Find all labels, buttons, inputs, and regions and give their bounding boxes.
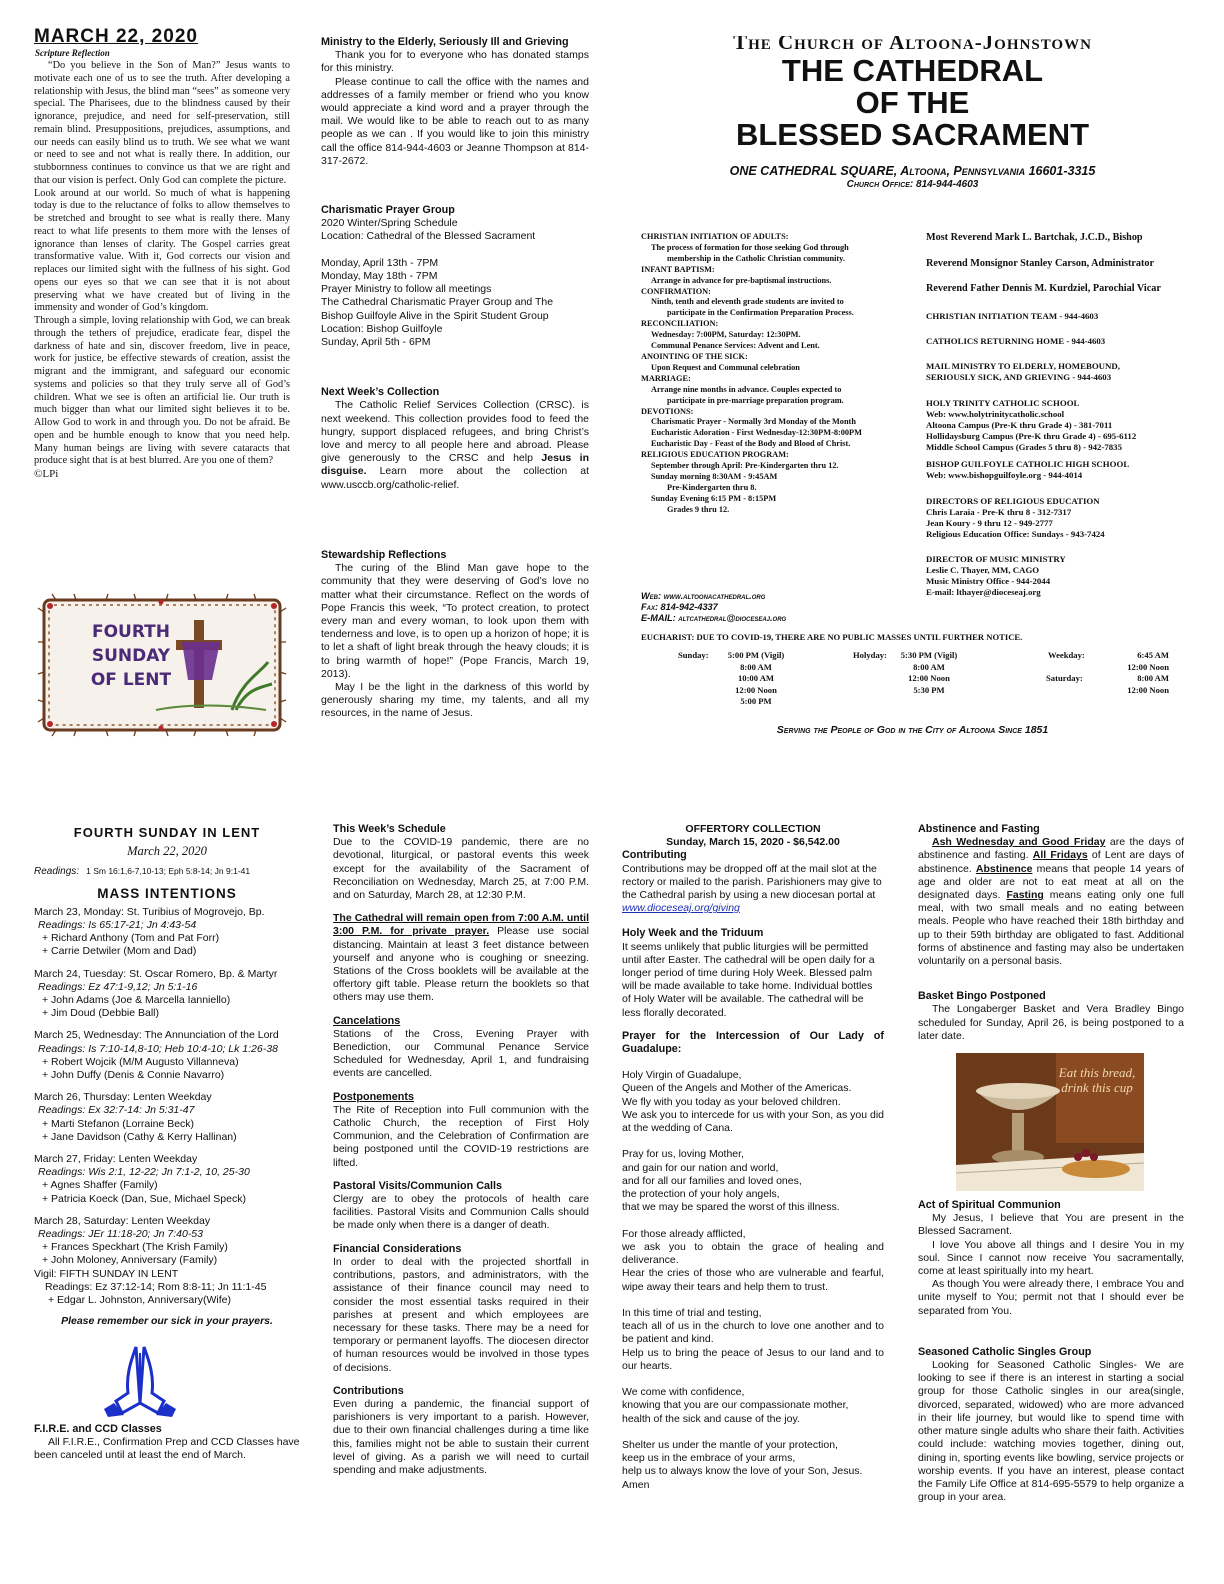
- intention-name: + John Adams (Joe & Marcella Ianniello): [42, 994, 231, 1007]
- abstinence-text: Ash Wednesday and Good Friday are the days of abstinence and fasting. All Fridays of Lent are days of abstinence. Abstinence means that people 14 years of age and older are not to eat meat at all on the designated days. Fasting means eating only one full meal, with two small meals and no eating between meals. People who have reached their 18th birthday and up to their 59th birthday are obligated to fast. Additional forms of abstinence and fasting may also be undertaken voluntarily on a personal basis.: [918, 836, 1184, 968]
- holyday-label: Holyday:: [853, 650, 887, 660]
- mass-intentions-column: [34, 826, 300, 1538]
- intention-name: + Carrie Detwiler (Mom and Dad): [42, 945, 197, 958]
- intention-readings: Readings: Wis 2:1, 12-22; Jn 7:1-2, 10, 25-30: [38, 1166, 250, 1179]
- financial-title: Financial Considerations: [333, 1242, 462, 1255]
- sunday-label: Sunday:: [678, 650, 709, 660]
- spiritual-communion-title: Act of Spiritual Communion: [918, 1199, 1061, 1212]
- intention-day-title: March 25, Wednesday: The Annunciation of the Lord: [34, 1029, 279, 1042]
- ministry-title: Ministry to the Elderly, Seriously Ill and Grieving: [321, 36, 569, 48]
- serving-tagline: Serving the People of God in the City of Altoona Since 1851: [776, 724, 1049, 736]
- initiation-team: CHRISTIAN INITIATION TEAM - 944-4603: [926, 310, 1099, 321]
- stewardship-text-1: The curing of the Blind Man gave hope to the community that they were deserving of God’s love no matter what their circumstance. Reflect on the words of Pope Francis this week, “To protect creation, to protect every man and every woman, to look upon them with tenderness and love, is to open up a horizon of hope; it is to let a shaft of light break through the heavy clouds; it is to bring warmth of hope!” (Pope Francis, March 19, 2013).: [321, 562, 589, 680]
- weekday-times: 6:45 AM 12:00 Noon: [1127, 650, 1169, 672]
- mass-intention-day: [34, 1215, 300, 1268]
- intention-day-title: March 24, Tuesday: St. Oscar Romero, Bp. & Martyr: [34, 967, 278, 980]
- staff-vicar: Reverend Father Dennis M. Kurdziel, Parochial Vicar: [926, 283, 1161, 294]
- cancelations-title: Cancelations: [333, 1014, 401, 1027]
- fire-text: All F.I.R.E., Confirmation Prep and CCD Classes have been canceled until at least the end of March.: [34, 1435, 300, 1461]
- sunday-date: March 22, 2020: [127, 844, 207, 859]
- church-name: The Church of Altoona-Johnstown: [733, 36, 1092, 54]
- sunday-times: 5:00 PM (Vigil) 8:00 AM 10:00 AM 12:00 Noon 5:00 PM: [727, 650, 785, 706]
- contact-web: [641, 591, 921, 627]
- contributing-text: Contributions may be dropped off at the mail slot at the rectory or mailed to the parish. Parishioners may give to the Cathedral parish by using a new diocesan portal at www.dioceseaj.org/giving: [622, 862, 882, 915]
- pastoral-visits-text: Clergy are to obey the protocols of health care facilities. Pastoral Visits and Communion Calls should be made only when there is a danger of death.: [333, 1193, 589, 1232]
- offertory-amount: Sunday, March 15, 2020 - $6,542.00: [666, 836, 840, 849]
- reflection-column: [34, 26, 290, 586]
- sacrament-heading: ANOINTING OF THE SICK:: [641, 351, 748, 361]
- charismatic-schedule: 2020 Winter/Spring Schedule Location: Cathedral of the Blessed Sacrament Monday, April 13th - 7PM Monday, May 18th - 7PM Prayer Ministry to follow all meetings The Cathedral Charismatic Prayer Group and The Bishop Guilfoyle Alive in the Spirit Student Group Location: Bishop Guilfoyle Sunday, April 5th - 6PM: [321, 217, 554, 349]
- intention-name: + Richard Anthony (Tom and Pat Forr): [42, 932, 220, 945]
- intention-day-title: March 28, Saturday: Lenten Weekday: [34, 1214, 211, 1227]
- church-office-phone: Church Office: 814-944-4603: [846, 179, 979, 191]
- mail-ministry: MAIL MINISTRY TO ELDERLY, HOMEBOUND, SERIOUSLY SICK, AND GRIEVING - 944-4603: [926, 360, 1120, 382]
- praying-hands-icon: [100, 1343, 180, 1419]
- mass-intentions-title: MASS INTENTIONS: [97, 885, 237, 901]
- sacrament-detail: Upon Request and Communal celebration: [651, 362, 800, 372]
- charismatic-title: Charismatic Prayer Group: [321, 204, 455, 217]
- cancelations-text: Stations of the Cross, Evening Prayer with Benediction, our Communal Penance Service Scheduled for Wednesday, April 1, and fundraising events are cancelled.: [333, 1027, 589, 1080]
- sacrament-heading: CONFIRMATION:: [641, 286, 711, 296]
- saturday-times: 8:00 AM 12:00 Noon: [1127, 673, 1169, 695]
- intention-name: + John Duffy (Denis & Connie Navarro): [42, 1069, 225, 1082]
- giving-link[interactable]: www.dioceseaj.org/giving: [622, 902, 740, 915]
- mass-intention-day: [34, 1029, 300, 1082]
- fourth-sunday-of-lent-image: [36, 592, 288, 738]
- sacrament-detail: Arrange nine months in advance. Couples expected to: [651, 384, 842, 394]
- sacrament-detail: Wednesday: 7:00PM, Saturday: 12:30PM.: [651, 330, 801, 340]
- intention-readings: Readings: Is 65:17-21; Jn 4:43-54: [38, 919, 197, 932]
- offertory-title: OFFERTORY COLLECTION: [685, 823, 821, 835]
- fax-number: Fax: 814-942-4337: [641, 602, 718, 612]
- mass-intention-day: [34, 968, 300, 1021]
- intention-readings: Readings: JEr 11:18-20; Jn 7:40-53: [38, 1228, 203, 1241]
- vigil: Vigil: FIFTH SUNDAY IN LENT Readings: Ez 37:12-14; Rom 8:8-11; Jn 11:1-45 + Edgar L. Johnston, Anniversary(Wife): [34, 1267, 267, 1307]
- copyright: ©LPi: [34, 468, 59, 480]
- sacrament-detail: participate in the Confirmation Preparation Process.: [667, 308, 854, 318]
- scripture-reflection-label: Scripture Reflection: [35, 48, 110, 58]
- intention-name: + Frances Speckhart (The Krish Family): [42, 1241, 228, 1254]
- sacrament-detail: Eucharistic Day - Feast of the Body and Blood of Christ.: [651, 439, 851, 449]
- staff-bishop: Most Reverend Mark L. Bartchak, J.C.D., Bishop: [926, 232, 1143, 243]
- intention-day-title: March 27, Friday: Lenten Weekday: [34, 1153, 198, 1166]
- contributions-title: Contributions: [333, 1384, 404, 1397]
- sacrament-detail: The process of formation for those seeking God through: [651, 242, 849, 252]
- abstinence-column: [918, 823, 1184, 1563]
- intention-name: + Jane Davidson (Cathy & Kerry Hallinan): [42, 1130, 237, 1143]
- sacrament-detail: Charismatic Prayer - Normally 3rd Monday of the Month: [651, 417, 856, 427]
- next-week-collection-text: The Catholic Relief Services Collection (CRSC). is next weekend. This collection provides food to feed the hungry, support displaced refugees, and bring Christ’s love and mercy to all people here and abroad. Please give generously to the CRSC and help Jesus in disguise. Learn more about the collection at www.usccb.org/catholic-relief.: [321, 399, 589, 491]
- abstinence-title: Abstinence and Fasting: [918, 823, 1040, 835]
- intention-name: + Agnes Shaffer (Family): [42, 1179, 158, 1192]
- lent-image-text: FOURTH SUNDAY OF LENT: [90, 622, 172, 690]
- cathedral-open-notice: The Cathedral will remain open from 7:00 A.M. until 3:00 P.M. for private prayer. Please use social distancing. Maintain at least 3 feet distance between yourself and anyone who is coughing or sneezing. Stations of the Cross booklets will be available at the offertory gift table. Please return the booklets so that others may use them.: [333, 912, 589, 1004]
- sunday-readings: Readings: 1 Sm 16:1,6-7,10-13; Eph 5:8-14; Jn 9:1-41: [34, 866, 251, 878]
- staff-administrator: Reverend Monsignor Stanley Carson, Administrator: [926, 257, 1154, 269]
- web-link[interactable]: Web: www.altoonacathedral.org: [641, 591, 766, 601]
- saturday-label: Saturday:: [1046, 673, 1083, 683]
- fire-title: F.I.R.E. and CCD Classes: [34, 1422, 162, 1435]
- intention-name: + Marti Stefanon (Lorraine Beck): [42, 1117, 195, 1130]
- sunday-title: FOURTH SUNDAY IN LENT: [73, 826, 261, 840]
- sacrament-heading: DEVOTIONS:: [641, 406, 694, 416]
- cathedral-name: THE CATHEDRAL OF THE BLESSED SACRAMENT: [735, 53, 1090, 153]
- contributing-title: Contributing: [622, 849, 687, 862]
- basket-bingo-title: Basket Bingo Postponed: [918, 990, 1046, 1003]
- ministry-text-1: Thank you for to everyone who has donated stamps for this ministry.: [321, 49, 589, 75]
- schedule-column: [333, 823, 589, 1558]
- sacrament-detail: Ninth, tenth and eleventh grade students are invited to: [651, 297, 844, 307]
- sacrament-detail: Pre-Kindergarten thru 8.: [667, 482, 757, 492]
- intention-name: + Patricia Koeck (Dan, Sue, Michael Speck): [42, 1192, 246, 1205]
- sacrament-detail: participate in pre-marriage preparation program.: [667, 395, 844, 405]
- pastoral-visits-title: Pastoral Visits/Communion Calls: [333, 1179, 502, 1192]
- email-link[interactable]: E-MAIL: altcathedral@dioceseaj.org: [641, 613, 787, 623]
- spiritual-communion-2: I love You above all things and I desire You in my soul. Since I cannot now receive You sacramentally, come at least spiritually into my heart.: [918, 1238, 1184, 1278]
- mass-intentions-list: [34, 906, 300, 1268]
- reflection-text: “Do you believe in the Son of Man?” Jesus wants to motivate each one of us to see the truth. After developing a relationship with Jesus, the blind man “sees” as someone very special. The Pharisees, due to the blindness caused by their ignorance, prejudice, and need for self-preservation, still remain blind. Presuppositions, prejudices, assumptions, and our needs can easily blind us to truth. We see what we want or need to see and not what is really there. In addition, our stubbornness continues to convince us that we are right and that our vision is perfect. Only God can complete the picture. Look around at our world. So much of what is happening today is due to the reluctance of folks to allow themselves to be stretched and brought to see what is really there. Many react to what life presents to them more with the lenses of ignorance than lenses of clarity. The Gospel carries great transformative value. With it, God corrects our vision and replaces our limited sight with the fullness of his sight. God opens our eyes so that we can see that it is not about preserving what we have created but of living in the immensity and wonder of God’s kingdom. Through a simple, loving relationship with God, we can break through the tethers of prejudice, eradicate fear, dispel the darkness of hate and sin, discover freedom, live in peace, work for justice, be effective stewards of creation, assist the migrant and the immigrant, and safeguard our economic systems and policies so that they truly serve all of God’s children. What we see is often an artificial lie. Our truth is much bigger than what our limited sight believes it to be. Allow God to work in and through you. Do not be afraid. Be open and be humble enough to know that you need help. Many human beings are living with severe cataracts that produce sight that is at best blurred. Are you one of them? ©LPi: [34, 60, 290, 480]
- intention-day-title: March 23, Monday: St. Turibius of Mogrovejo, Bp.: [34, 905, 265, 918]
- holy-trinity-school: HOLY TRINITY CATHOLIC SCHOOL Web: www.holytrinitycatholic.school Altoona Campus (Pre-K thru Grade 4) - 381-7011 Hollidaysburg Campus (Pre-K thru Grade 4) - 695-6112 Middle School Campus (Grades 5 thru 8) - 942-7835: [926, 397, 1137, 452]
- sacrament-detail: Sunday morning 8:30AM - 9:45AM: [651, 471, 778, 481]
- intention-day-title: March 26, Thursday: Lenten Weekday: [34, 1091, 212, 1104]
- ministry-column: [321, 36, 589, 756]
- offertory-column: [622, 823, 884, 1523]
- contributions-text: Even during a pandemic, the financial support of parishioners is very important to a parish. However, due to their own financial challenges during a time like this, families might not be able to sustain their current level of giving. As a parish we will need to curtail spending and make adjustments.: [333, 1397, 589, 1476]
- spiritual-communion-1: My Jesus, I believe that You are present in the Blessed Sacrament.: [918, 1212, 1184, 1238]
- basket-bingo-text: The Longaberger Basket and Vera Bradley Bingo scheduled for Sunday, April 26, is being postponed to a later date.: [918, 1003, 1184, 1042]
- financial-text: In order to deal with the projected shortfall in contributions, pastors, and administrators, with the assistance of their finance council may need to consider the most essential tasks required in their parishes at present and which employees are necessary for these tasks. There may be a need for temporary or permanent layoffs. The diocesen director of human resources would be involved in those types of decisions.: [333, 1255, 589, 1374]
- stewardship-title: Stewardship Reflections: [321, 548, 447, 561]
- stewardship-text-2: May I be the light in the darkness of this world by generously sharing my time, my talents, and all my resources, in the name of Jesus.: [321, 680, 589, 720]
- eat-this-bread-text: Eat this bread, drink this cup: [1058, 1065, 1136, 1096]
- religious-education-directors: DIRECTORS OF RELIGIOUS EDUCATION Chris Laraia - Pre-K thru 8 - 312-7317 Jean Koury - 9 thru 12 - 949-2777 Religious Education Office: Sundays - 943-7424: [926, 495, 1105, 539]
- sacrament-heading: CHRISTIAN INITIATION OF ADULTS:: [641, 232, 789, 241]
- mass-schedule: [641, 632, 1201, 712]
- holyday-times: 5:30 PM (Vigil) 8:00 AM 12:00 Noon 5:30 PM: [900, 650, 958, 695]
- sacrament-detail: Arrange in advance for pre-baptismal instructions.: [651, 275, 832, 285]
- intention-name: + Jim Doud (Debbie Ball): [42, 1007, 160, 1020]
- holy-week-title: Holy Week and the Triduum: [622, 927, 764, 940]
- sacraments-list: [641, 232, 913, 582]
- mass-intention-day: [34, 1091, 300, 1144]
- holy-week-text: It seems unlikely that public liturgies will be permitted until after Easter. The cathedral will be open daily for a longer period of time during Holy Week. Blessed palm will be made available to take home. Individual bottles of Holy Water will be available. The cathedral will be less florally decorated.: [622, 940, 875, 1019]
- staff-directory: [926, 232, 1211, 632]
- sacrament-detail: September through April: Pre-Kindergarten thru 12.: [651, 461, 839, 471]
- bulletin-date: MARCH 22, 2020: [34, 26, 198, 47]
- eucharist-chalice-image: [956, 1053, 1144, 1191]
- schedule-text: Due to the COVID-19 pandemic, there are no devotional, liturgical, or pastoral events this week except for the availability of the Sacrament of Reconciliation on Wednesday, March 25, at 7:00 P.M. and on Saturday, March 28, at 12:30 P.M.: [333, 836, 589, 902]
- intention-readings: Readings: Ez 47:1-9,12; Jn 5:1-16: [38, 980, 198, 993]
- singles-text: Looking for Seasoned Catholic Singles- We are looking to see if there is an interest in starting a social group for those Catholic singles in our area(single, divorced, separated, widowed) who are more advanced in their life journey, but would like to spend time with other mature single adults who share their faith. Activities could include: watching movies together, dining out, dining in, sporting events like bowling, service projects or worship events. If you have an interest, please contact the Family Life Office at 814-695-5579 to help organize a group in your area.: [918, 1359, 1184, 1504]
- catholics-returning-home: CATHOLICS RETURNING HOME - 944-4603: [926, 335, 1106, 346]
- schedule-title: This Week’s Schedule: [333, 823, 446, 835]
- intention-readings: Readings: Is 7:10-14,8-10; Heb 10:4-10; Lk 1:26-38: [38, 1042, 278, 1055]
- singles-title: Seasoned Catholic Singles Group: [918, 1345, 1092, 1358]
- prayer-text: Holy Virgin of Guadalupe, Queen of the Angels and Mother of the Americas. We fly with you today as your beloved children. We ask you to intercede for us with your Son, as you did at the wedding of Cana. Pray for us, loving Mother, and gain for our nation and world, and for all our families and loved ones, the protection of your holy angels, that we may be spared the worst of this illness. For those already afflicted, we ask you to obtain the grace of healing and deliverance. Hear the cries of those who are vulnerable and fearful, wipe away their tears and help them to trust. In this time of trial and testing, teach all of us in the church to love one another and to be patient and kind. Help us to bring the peace of Jesus to our land and to our hearts. We come with confidence, knowing that you are our compassionate mother, health of the sick and cause of the joy. Shelter us under the mantle of your protection, keep us in the embrace of your arms, help us to always know the love of your Son, Jesus. Amen: [622, 1069, 884, 1491]
- sacrament-detail: Communal Penance Services: Advent and Lent.: [651, 341, 820, 351]
- sacrament-heading: RECONCILIATION:: [641, 319, 719, 329]
- intention-readings: Readings: Ex 32:7-14: Jn 5:31-47: [38, 1104, 195, 1117]
- sacrament-detail: Grades 9 thru 12.: [667, 504, 730, 514]
- next-week-collection-title: Next Week’s Collection: [321, 386, 440, 399]
- address: ONE CATHEDRAL SQUARE, Altoona, Pennsylvania 16601-3315: [729, 164, 1096, 179]
- sacrament-detail: membership in the Catholic Christian community.: [667, 253, 845, 263]
- mass-intention-day: [34, 1153, 300, 1206]
- sacrament-heading: RELIGIOUS EDUCATION PROGRAM:: [641, 450, 789, 460]
- intention-name: + John Moloney, Anniversary (Family): [42, 1254, 218, 1267]
- ministry-text-2: Please continue to call the office with the names and addresses of a family member or friend who you know would appreciate a kind word and a prayer through the mail. We would like to be able to reach out to as many people as we can . If you would like to join this ministry call the office 814-944-4603 or Jeanne Thompson at 814-317-2672.: [321, 75, 589, 167]
- prayer-title: Prayer for the Intercession of Our Lady of Guadalupe:: [622, 1029, 884, 1056]
- masthead: [630, 36, 1195, 211]
- intention-name: + Robert Wojcik (M/M Augusto Villanneva): [42, 1055, 239, 1068]
- bishop-guilfoyle-school: BISHOP GUILFOYLE CATHOLIC HIGH SCHOOL Web: www.bishopguilfoyle.org - 944-4014: [926, 458, 1130, 480]
- sacrament-detail: Sunday Evening 6:15 PM - 8:15PM: [651, 493, 777, 503]
- sacrament-heading: INFANT BAPTISM:: [641, 264, 715, 274]
- weekday-label: Weekday:: [1048, 650, 1085, 660]
- mass-intention-day: [34, 906, 300, 959]
- eucharist-notice: EUCHARIST: DUE TO COVID-19, THERE ARE NO PUBLIC MASSES UNTIL FURTHER NOTICE.: [641, 632, 1023, 642]
- spiritual-communion-3: As though You were already there, I embrace You and unite myself to You; permit not that I should ever be separated from You.: [918, 1278, 1184, 1317]
- music-ministry: DIRECTOR OF MUSIC MINISTRY Leslie C. Thayer, MM, CAGO Music Ministry Office - 944-2044 E-mail: lthayer@dioceseaj.org: [926, 553, 1066, 597]
- postponements-title: Postponements: [333, 1090, 414, 1103]
- sacrament-detail: Eucharistic Adoration - First Wednesday-12:30PM-8:00PM: [651, 428, 862, 438]
- postponements-text: The Rite of Reception into Full communion with the Catholic Church, the reception of First Holy Communion, and the Celebration of Confirmation are being postponed until the COVID-19 restrictions are lifted.: [333, 1103, 589, 1169]
- sacrament-heading: MARRIAGE:: [641, 373, 691, 383]
- remember-sick: Please remember our sick in your prayers.: [61, 1315, 273, 1328]
